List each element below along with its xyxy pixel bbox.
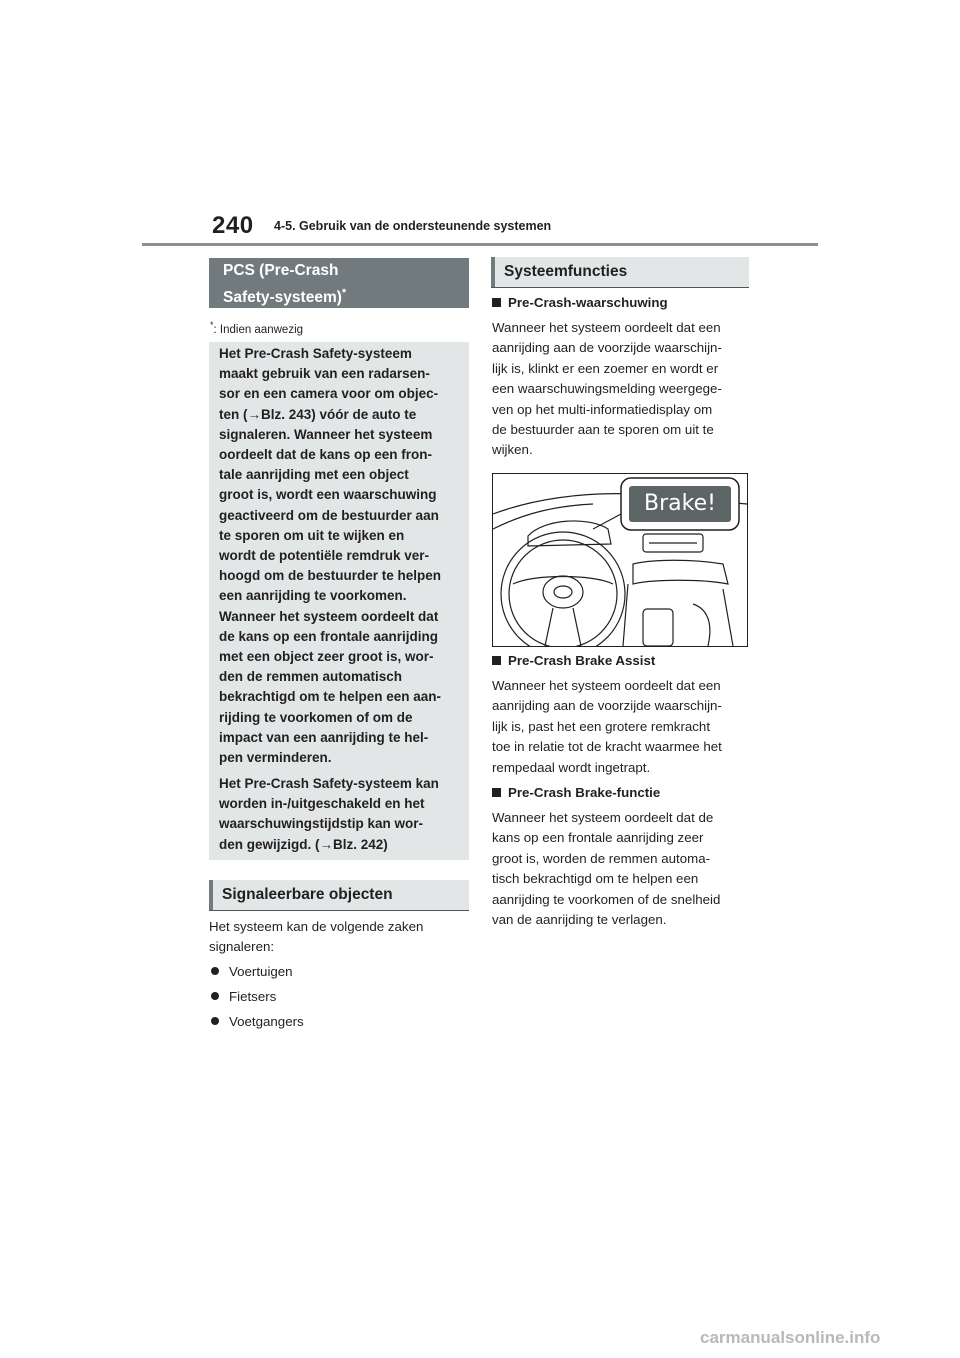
info-line: te sporen om uit te wijken en [219,527,405,543]
info-line: geactiveerd om de bestuurder aan [219,507,439,523]
info-line: de kans op een frontale aanrijding [219,628,439,644]
info-line: maakt gebruik van een radarsen- [219,366,430,382]
signal-intro: Het systeem kan de volgende zaken signaleren: [209,919,424,955]
brake-warning-label: Brake! [644,491,716,516]
info-line: groot is, wordt een waarschuwing [219,487,437,503]
info-line: waarschuwingstijdstip kan wor- [219,816,424,832]
watermark: carmanualsonline.info [700,1328,881,1347]
assist-heading: Pre-Crash Brake Assist [492,651,655,671]
pcs-heading-line1: PCS (Pre-Crash [223,262,339,279]
functions-heading: Systeemfuncties [491,257,749,288]
footnote: *: Indien aanwezig [210,320,304,336]
info-line: impact van een aanrijding te hel- [219,729,429,745]
assist-text: Wanneer het systeem oordeelt dat een aanrijding aan de voorzijde waarschijn- lijk is, past het een grotere remkracht toe in relatie tot de kracht waarmee het rempedaal wordt ingetrapt. [492,678,722,775]
square-bullet-icon [492,656,501,665]
info-line: den gewijzigd. (→Blz. 242) [219,836,388,852]
section-title: 4-5. Gebruik van de ondersteunende systemen [274,219,552,233]
bullet-icon [211,1017,219,1025]
pcs-heading-mark: * [341,287,347,299]
info-box [209,342,469,860]
info-line: pen verminderen. [219,750,332,766]
info-line: worden in-/uitgeschakeld en het [219,796,425,812]
info-line: oordeelt dat de kans op een fron- [219,447,433,463]
pcs-heading-line2: Safety-systeem)* [223,287,347,307]
bullet-icon [211,992,219,1000]
warning-text: Wanneer het systeem oordeelt dat een aanrijding aan de voorzijde waarschijn- lijk is, klinkt er een zoemer en wordt er een waarschuwingsmelding weergege- ven op het multi-informatiedisplay om de bestuurder aan te sporen om uit te wijken. [492,320,722,458]
square-bullet-icon [492,788,501,797]
info-line: rijding te voorkomen of om de [219,709,413,725]
info-line: Wanneer het systeem oordeelt dat [219,608,439,624]
info-para-1 [219,344,469,768]
bullet-icon [211,967,219,975]
info-line: Het Pre-Crash Safety-systeem [219,346,412,361]
info-line: wordt de potentiële remdruk ver- [219,548,430,564]
info-line: een aanrijding te voorkomen. [219,588,407,604]
info-line: ten (→Blz. 243) vóór de auto te [219,406,417,422]
brake-function-heading: Pre-Crash Brake-functie [492,783,660,803]
info-line: bekrachtigd om te helpen een aan- [219,689,442,705]
pcs-heading [209,258,469,308]
list-item: Fietsers [211,987,276,1007]
info-line: Het Pre-Crash Safety-systeem kan [219,776,439,791]
info-line: tale aanrijding met een object [219,467,409,483]
info-line: den de remmen automatisch [219,669,403,685]
dashboard-illustration [492,473,748,647]
brake-function-text: Wanneer het systeem oordeelt dat de kans op een frontale aanrijding zeer groot is, worden de remmen automa- tisch bekrachtigd om te helpen een aanrijding te voorkomen of de snelheid van de aanrijding te verlagen. [492,810,721,928]
info-line: met een object zeer groot is, wor- [219,649,434,665]
page-number: 240 [212,212,254,239]
warning-heading: Pre-Crash-waarschuwing [492,293,668,313]
list-item: Voertuigen [211,962,293,982]
info-line: hoogd om de bestuurder te helpen [219,568,442,584]
list-item: Voetgangers [211,1012,304,1032]
info-line: sor en een camera voor om objec- [219,386,439,402]
info-para-2 [219,774,469,855]
info-line: signaleren. Wanneer het systeem [219,426,433,442]
header-rule [142,243,818,246]
square-bullet-icon [492,298,501,307]
signal-heading: Signaleerbare objecten [209,880,469,911]
